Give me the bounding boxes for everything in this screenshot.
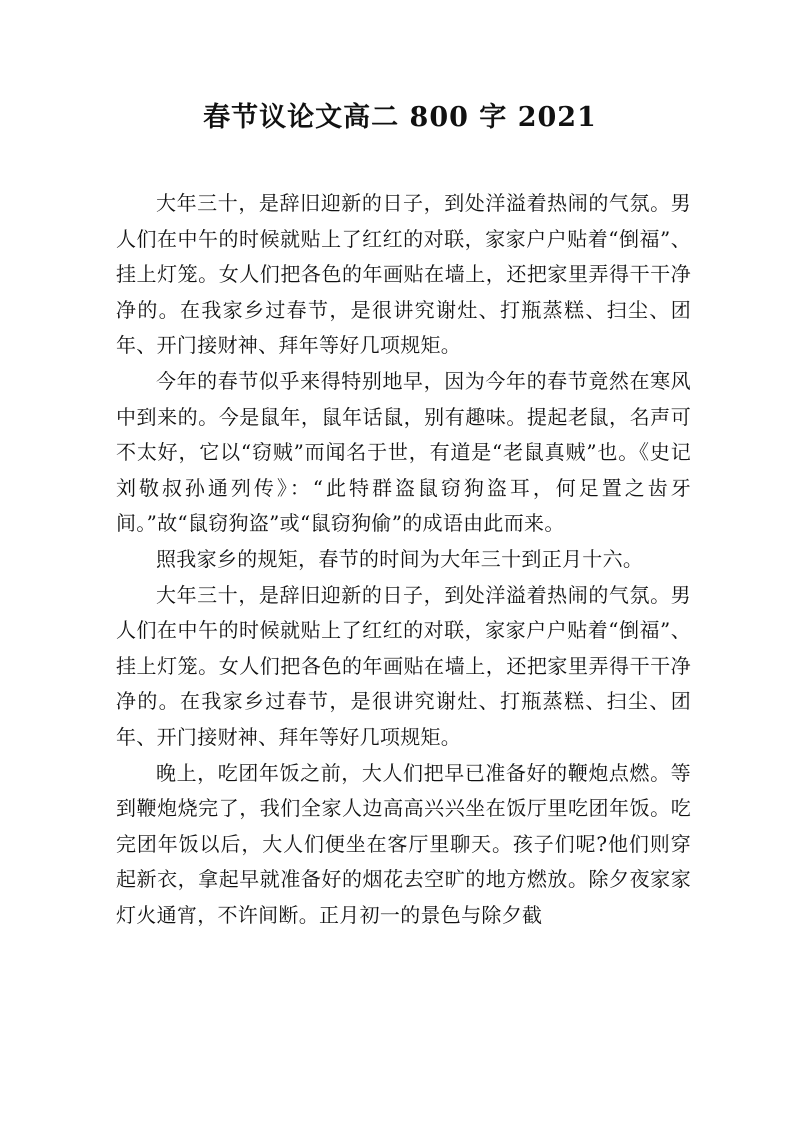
document-title: 春节议论文高二 800 字 2021 [203,102,597,133]
paragraph-2: 今年的春节似乎来得特别地早，因为今年的春节竟然在寒风中到来的。今是鼠年，鼠年话鼠，别有趣味。提起老鼠，名声可不太好，它以“窃贼”而闻名于世，有道是“老鼠真贼”也。《史记刘敬叔孙通列传》：“此特群盗鼠窃狗盗耳，何足置之齿牙间。”故“鼠窃狗盗”或“鼠窃狗偷”的成语由此而来。 [116,368,691,536]
document-body [116,186,691,933]
paragraph-4: 大年三十，是辞旧迎新的日子，到处洋溢着热闹的气氛。男人们在中午的时候就贴上了红红的对联，家家户户贴着“倒福”、挂上灯笼。女人们把各色的年画贴在墙上，还把家里弄得干干净净的。在我家乡过春节，是很讲究谢灶、打瓶蒸糕、扫尘、团年、开门接财神、拜年等好几项规矩。 [116,582,691,749]
paragraph-5: 晚上，吃团年饭之前，大人们把早已准备好的鞭炮点燃。等到鞭炮烧完了，我们全家人边高高兴兴坐在饭厅里吃团年饭。吃完团年饭以后，大人们便坐在客厅里聊天。孩子们呢?他们则穿起新衣，拿起早就准备好的烟花去空旷的地方燃放。除夕夜家家灯火通宵，不许间断。正月初一的景色与除夕截 [116,760,691,927]
paragraph-1: 大年三十，是辞旧迎新的日子，到处洋溢着热闹的气氛。男人们在中午的时候就贴上了红红的对联，家家户户贴着“倒福”、挂上灯笼。女人们把各色的年画贴在墙上，还把家里弄得干干净净的。在我家乡过春节，是很讲究谢灶、打瓶蒸糕、扫尘、团年、开门接财神、拜年等好几项规矩。 [116,191,691,358]
paragraph-3: 照我家乡的规矩，春节的时间为大年三十到正月十六。 [156,546,644,571]
